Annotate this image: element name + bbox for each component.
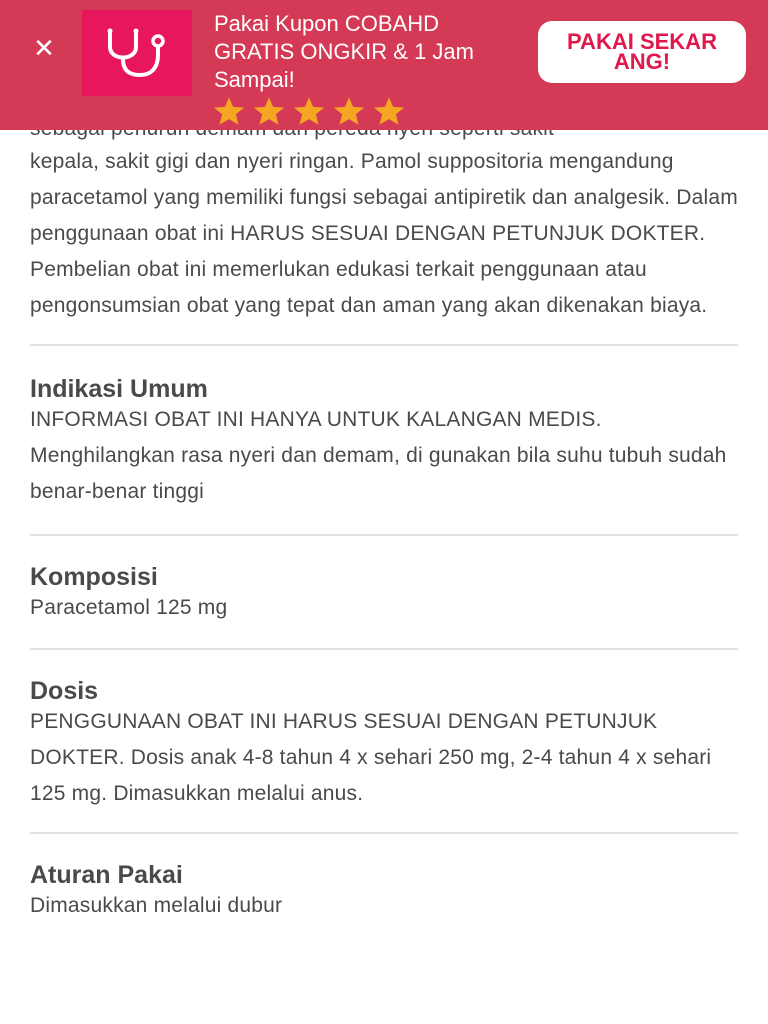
section-title: Dosis <box>30 677 99 705</box>
promo-banner <box>0 0 768 130</box>
section-body: INFORMASI OBAT INI HANYA UNTUK KALANGAN MEDIS. Menghilangkan rasa nyeri dan demam, di gunakan bila suhu tubuh sudah benar-benar tinggi <box>30 408 727 503</box>
star-icon <box>332 96 366 126</box>
use-now-button[interactable]: PAKAI SEKARANG! <box>538 21 746 83</box>
section-body: Paracetamol 125 mg <box>30 596 228 619</box>
star-icon <box>252 96 286 126</box>
section-title: Komposisi <box>30 563 158 591</box>
star-icon <box>372 96 406 126</box>
product-description <box>30 112 738 924</box>
section-body: PENGGUNAAN OBAT INI HARUS SESUAI DENGAN PETUNJUK DOKTER. Dosis anak 4-8 tahun 4 x sehari 250 mg, 2-4 tahun 4 x sehari 125 mg. Dimasukkan melalui anus. <box>30 710 712 805</box>
divider <box>30 832 738 834</box>
section-komposisi <box>30 560 738 626</box>
star-icon <box>292 96 326 126</box>
rating-stars <box>212 96 406 126</box>
section-aturan-pakai <box>30 858 738 924</box>
section-title: Indikasi Umum <box>30 375 208 403</box>
divider <box>30 534 738 536</box>
divider <box>30 344 738 346</box>
section-title: Aturan Pakai <box>30 861 183 889</box>
intro-paragraph: kepala, sakit gigi dan nyeri ringan. Pamol suppositoria mengandung paracetamol yang memiliki fungsi sebagai antipiretik dan analgesik. Dalam penggunaan obat ini HARUS SESUAI DENGAN PETUNJUK DOKTER. Pembelian obat ini memerlukan edukasi terkait penggunaan atau pengonsumsian obat yang tepat dan aman yang akan dikenakan biaya. <box>30 150 738 317</box>
star-icon <box>212 96 246 126</box>
stethoscope-icon <box>82 10 192 96</box>
section-dosis <box>30 674 738 812</box>
section-indikasi-umum <box>30 372 738 510</box>
close-icon[interactable]: ✕ <box>33 33 55 63</box>
section-body: Dimasukkan melalui dubur <box>30 894 283 917</box>
divider <box>30 648 738 650</box>
promo-text: Pakai Kupon COBAHD GRATIS ONGKIR & 1 Jam Sampai! <box>214 11 474 92</box>
